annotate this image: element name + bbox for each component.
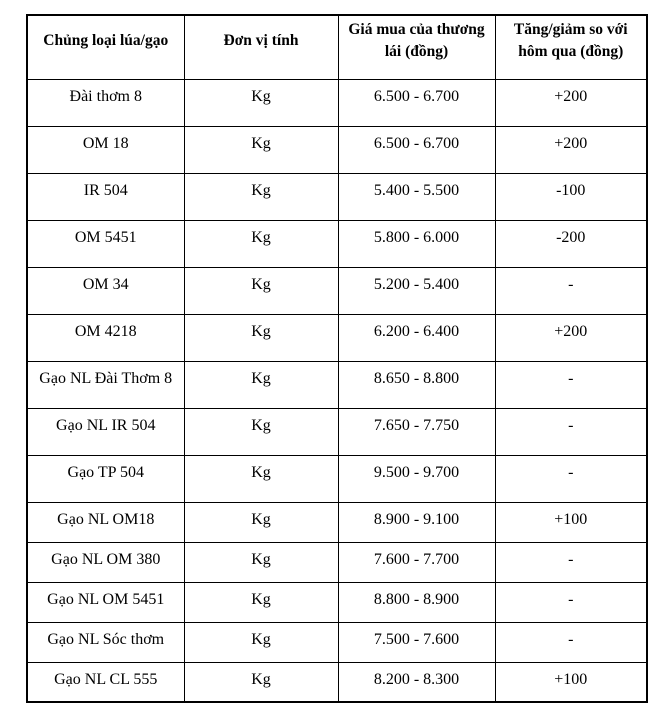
cell-unit: Kg [184, 220, 338, 267]
table-row [27, 126, 647, 173]
cell-variety: Gạo NL CL 555 [27, 662, 184, 702]
table-row [27, 502, 647, 542]
cell-unit: Kg [184, 79, 338, 126]
header-variety: Chủng loại lúa/gạo [27, 15, 184, 79]
cell-price: 6.500 - 6.700 [338, 126, 495, 173]
cell-change: -100 [495, 173, 647, 220]
header-unit: Đơn vị tính [184, 15, 338, 79]
cell-change: - [495, 582, 647, 622]
header-row [27, 15, 647, 79]
header-change-vs-yesterday: Tăng/giảm so với hôm qua (đồng) [495, 15, 647, 79]
cell-unit: Kg [184, 662, 338, 702]
table-row [27, 622, 647, 662]
cell-variety: Gạo NL OM18 [27, 502, 184, 542]
cell-price: 6.500 - 6.700 [338, 79, 495, 126]
cell-change: +200 [495, 126, 647, 173]
cell-price: 5.200 - 5.400 [338, 267, 495, 314]
cell-price: 7.600 - 7.700 [338, 542, 495, 582]
cell-price: 9.500 - 9.700 [338, 455, 495, 502]
cell-unit: Kg [184, 582, 338, 622]
cell-variety: Gạo NL IR 504 [27, 408, 184, 455]
table-row [27, 173, 647, 220]
cell-change: +100 [495, 662, 647, 702]
cell-variety: Gạo NL OM 380 [27, 542, 184, 582]
cell-variety: OM 5451 [27, 220, 184, 267]
cell-variety: Gạo NL Sóc thơm [27, 622, 184, 662]
cell-price: 8.650 - 8.800 [338, 361, 495, 408]
cell-change: - [495, 622, 647, 662]
cell-change: +100 [495, 502, 647, 542]
cell-price: 7.650 - 7.750 [338, 408, 495, 455]
table-row [27, 267, 647, 314]
cell-unit: Kg [184, 173, 338, 220]
table-row [27, 220, 647, 267]
table-row [27, 582, 647, 622]
cell-unit: Kg [184, 502, 338, 542]
table-row [27, 455, 647, 502]
cell-price: 8.900 - 9.100 [338, 502, 495, 542]
cell-price: 6.200 - 6.400 [338, 314, 495, 361]
cell-change: - [495, 455, 647, 502]
cell-price: 8.800 - 8.900 [338, 582, 495, 622]
table-row [27, 662, 647, 702]
cell-variety: Gạo TP 504 [27, 455, 184, 502]
cell-change: -200 [495, 220, 647, 267]
cell-variety: OM 18 [27, 126, 184, 173]
cell-variety: OM 4218 [27, 314, 184, 361]
cell-unit: Kg [184, 455, 338, 502]
table-row [27, 408, 647, 455]
cell-price: 7.500 - 7.600 [338, 622, 495, 662]
cell-unit: Kg [184, 126, 338, 173]
cell-variety: Gạo NL OM 5451 [27, 582, 184, 622]
cell-unit: Kg [184, 622, 338, 662]
cell-price: 8.200 - 8.300 [338, 662, 495, 702]
cell-variety: Gạo NL Đài Thơm 8 [27, 361, 184, 408]
cell-change: - [495, 267, 647, 314]
cell-unit: Kg [184, 361, 338, 408]
cell-variety: OM 34 [27, 267, 184, 314]
cell-unit: Kg [184, 267, 338, 314]
table-row [27, 79, 647, 126]
cell-price: 5.400 - 5.500 [338, 173, 495, 220]
cell-change: +200 [495, 79, 647, 126]
cell-unit: Kg [184, 314, 338, 361]
cell-change: - [495, 542, 647, 582]
cell-variety: IR 504 [27, 173, 184, 220]
table-row [27, 542, 647, 582]
cell-unit: Kg [184, 408, 338, 455]
rice-price-table [26, 14, 648, 703]
cell-variety: Đài thơm 8 [27, 79, 184, 126]
cell-unit: Kg [184, 542, 338, 582]
table-row [27, 314, 647, 361]
cell-price: 5.800 - 6.000 [338, 220, 495, 267]
cell-change: +200 [495, 314, 647, 361]
cell-change: - [495, 361, 647, 408]
cell-change: - [495, 408, 647, 455]
header-trader-price: Giá mua của thương lái (đồng) [338, 15, 495, 79]
rice-price-table-container [26, 14, 648, 703]
table-row [27, 361, 647, 408]
